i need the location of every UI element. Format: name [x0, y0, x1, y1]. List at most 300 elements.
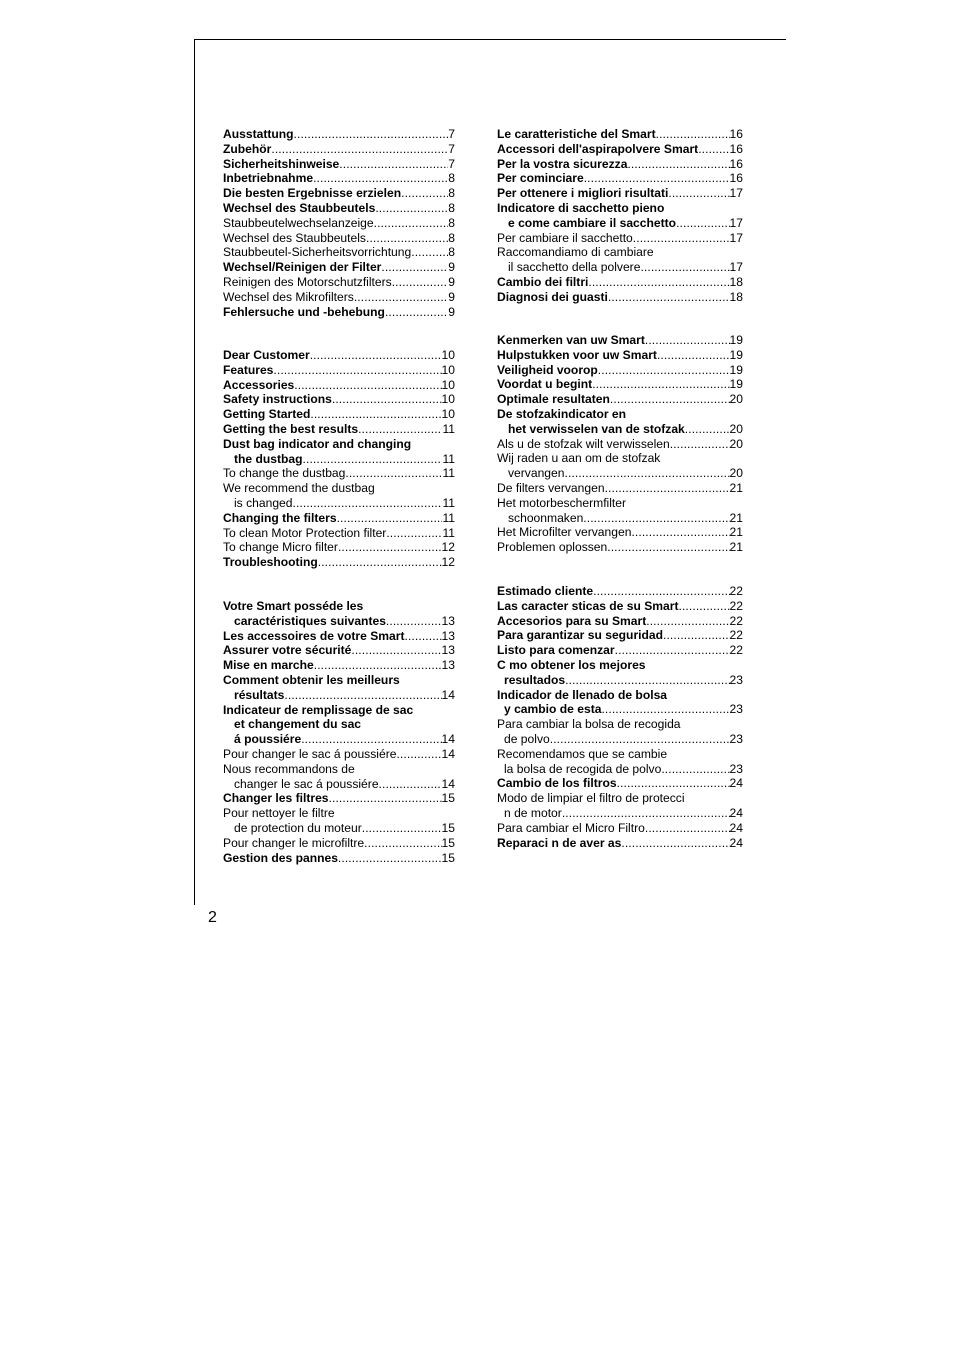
toc-dot-leader — [645, 333, 730, 348]
toc-dot-leader — [294, 378, 441, 393]
toc-entry-page: 7 — [448, 156, 455, 171]
toc-entry-page: 9 — [448, 304, 455, 319]
toc-entry-page: 22 — [729, 598, 743, 613]
toc-dot-leader — [550, 732, 730, 747]
toc-entry-title: Pour changer le microfiltre — [223, 835, 365, 850]
toc-entry-page: 14 — [441, 746, 455, 761]
toc-entry[interactable] — [497, 290, 743, 305]
toc-entry[interactable] — [223, 171, 455, 186]
toc-dot-leader — [607, 540, 729, 555]
toc-entry-title: Cambio de los filtros — [497, 776, 617, 791]
toc-section-dutch — [497, 333, 743, 555]
toc-dot-leader — [366, 231, 448, 246]
toc-entry[interactable] — [223, 305, 455, 320]
toc-dot-leader — [313, 171, 448, 186]
toc-entry-page: 23 — [729, 761, 743, 776]
toc-entry-page: 20 — [729, 466, 743, 481]
toc-entry-title: Pour changer le sac á poussiére — [223, 746, 397, 761]
toc-entry-title: To change Micro filter — [223, 540, 338, 555]
toc-dot-leader — [627, 157, 729, 172]
toc-entry[interactable] — [223, 526, 455, 541]
toc-dot-leader — [592, 377, 729, 392]
toc-dot-leader — [392, 275, 449, 290]
toc-dot-leader — [318, 555, 442, 570]
toc-entry-title: Het motorbeschermfilter — [497, 495, 627, 510]
toc-entry-title: Reparaci n de aver as — [497, 835, 622, 850]
toc-entry[interactable] — [223, 703, 455, 747]
toc-entry-title: Para cambiar la bolsa de recogida — [497, 717, 681, 732]
toc-dot-leader — [656, 127, 730, 142]
toc-entry-page: 17 — [729, 230, 743, 245]
toc-entry[interactable] — [223, 142, 455, 157]
toc-entry-page: 24 — [729, 805, 743, 820]
toc-entry-title: de protection du moteur — [234, 820, 362, 835]
toc-entry-title: Accesorios para su Smart — [497, 613, 647, 628]
toc-dot-leader — [631, 525, 729, 540]
toc-entry-title: e come cambiare il sacchetto — [508, 215, 677, 230]
toc-dot-leader — [605, 481, 730, 496]
toc-entry-title: Recomendamos que se cambie — [497, 746, 668, 761]
toc-entry-title: Indicateur de remplissage de sac — [223, 702, 414, 717]
toc-entry-title: Hulpstukken voor uw Smart — [497, 347, 657, 362]
toc-dot-leader — [593, 584, 729, 599]
toc-entry[interactable] — [223, 392, 455, 407]
toc-entry-page: 8 — [448, 171, 455, 186]
toc-entry[interactable] — [223, 422, 455, 437]
toc-entry[interactable] — [223, 643, 455, 658]
toc-entry[interactable] — [497, 377, 743, 392]
toc-entry[interactable] — [223, 201, 455, 216]
toc-entry[interactable] — [223, 363, 455, 378]
toc-entry[interactable] — [497, 643, 743, 658]
toc-entry[interactable] — [497, 407, 743, 437]
toc-entry-title: Safety instructions — [223, 392, 332, 407]
toc-dot-leader — [679, 599, 730, 614]
toc-entry[interactable] — [497, 142, 743, 157]
toc-entry-page: 17 — [729, 186, 743, 201]
toc-entry-title: Troubleshooting — [223, 555, 318, 570]
toc-entry-page: 9 — [448, 289, 455, 304]
toc-entry-page: 18 — [729, 274, 743, 289]
toc-dot-leader — [329, 791, 442, 806]
toc-dot-leader — [386, 526, 442, 541]
toc-dot-leader — [584, 171, 730, 186]
toc-dot-leader — [303, 452, 443, 467]
toc-entry-title: Accessori dell'aspirapolvere Smart — [497, 141, 699, 156]
toc-entry-title: Comment obtenir les meilleurs — [223, 672, 400, 687]
toc-entry[interactable] — [497, 201, 743, 231]
toc-entry-title: Ausstattung — [223, 127, 294, 141]
toc-entry-title: is changed — [234, 495, 293, 510]
toc-entry-page: 15 — [441, 835, 455, 850]
toc-entry[interactable] — [223, 260, 455, 275]
toc-dot-leader — [617, 776, 730, 791]
toc-entry-title: Per cominciare — [497, 171, 584, 186]
toc-dot-leader — [345, 466, 442, 481]
toc-entry-title: Mise en marche — [223, 658, 314, 673]
toc-dot-leader — [646, 614, 729, 629]
toc-entry-title: De filters vervangen — [497, 480, 605, 495]
toc-entry-page: 20 — [729, 392, 743, 407]
toc-entry-title: Wechsel des Staubbeutels — [223, 230, 366, 245]
toc-dot-leader — [351, 643, 441, 658]
toc-entry[interactable] — [497, 348, 743, 363]
toc-entry[interactable] — [497, 525, 743, 540]
toc-entry[interactable] — [223, 599, 455, 629]
toc-entry-page: 20 — [729, 421, 743, 436]
toc-entry[interactable] — [497, 333, 743, 348]
toc-entry-title: de polvo — [504, 731, 550, 746]
toc-dot-leader — [375, 201, 448, 216]
toc-entry[interactable] — [497, 584, 743, 599]
toc-entry-page: 7 — [448, 127, 455, 141]
toc-entry-title: Changer les filtres — [223, 791, 329, 806]
toc-entry-page: 19 — [729, 333, 743, 347]
toc-entry-page: 10 — [441, 377, 455, 392]
toc-dot-leader — [364, 836, 441, 851]
toc-dot-leader — [405, 629, 442, 644]
toc-entry[interactable] — [497, 245, 743, 275]
toc-entry[interactable] — [223, 629, 455, 644]
toc-dot-leader — [293, 496, 443, 511]
toc-entry-title: schoonmaken — [508, 510, 584, 525]
toc-entry-title: To clean Motor Protection filter — [223, 525, 387, 540]
toc-entry-page: 11 — [442, 451, 455, 466]
toc-entry-page: 11 — [442, 421, 455, 436]
toc-entry-title: Dust bag indicator and changing — [223, 436, 412, 451]
toc-entry[interactable] — [497, 496, 743, 526]
toc-entry-title: Gestion des pannes — [223, 850, 338, 865]
toc-entry-title: Accessories — [223, 377, 295, 392]
toc-entry-title: Wechsel des Mikrofilters — [223, 289, 354, 304]
toc-entry-page: 21 — [729, 525, 743, 540]
toc-entry-page: 11 — [442, 525, 455, 540]
top-rule — [194, 39, 786, 40]
toc-entry-title: Die besten Ergebnisse erzielen — [223, 186, 402, 201]
toc-entry-page: 19 — [729, 362, 743, 377]
toc-entry-title: il sacchetto della polvere — [508, 260, 641, 275]
toc-entry-page: 10 — [441, 407, 455, 422]
toc-dot-leader — [588, 275, 729, 290]
toc-entry-title: Optimale resultaten — [497, 392, 610, 407]
toc-entry[interactable] — [223, 747, 455, 762]
toc-entry[interactable] — [223, 186, 455, 201]
toc-dot-leader — [379, 777, 442, 792]
toc-dot-leader — [354, 290, 448, 305]
toc-entry-page: 14 — [441, 776, 455, 791]
toc-entry-title: Per ottenere i migliori risultati — [497, 186, 669, 201]
toc-entry-title: caractéristiques suivantes — [234, 613, 386, 628]
toc-entry-page: 13 — [441, 643, 455, 658]
toc-entry[interactable] — [223, 348, 455, 363]
toc-entry[interactable] — [223, 762, 455, 792]
toc-entry-page: 24 — [729, 835, 743, 850]
toc-entry[interactable] — [497, 451, 743, 481]
toc-entry-page: 23 — [729, 731, 743, 746]
toc-dot-leader — [583, 511, 729, 526]
toc-entry-title: Le caratteristiche del Smart — [497, 127, 656, 141]
toc-dot-leader — [381, 260, 448, 275]
toc-dot-leader — [657, 348, 730, 363]
toc-dot-leader — [676, 216, 729, 231]
toc-entry-title: Sicherheitshinweise — [223, 156, 340, 171]
toc-entry[interactable] — [223, 555, 455, 570]
toc-entry[interactable] — [223, 157, 455, 172]
toc-entry-page: 18 — [729, 289, 743, 304]
toc-entry[interactable] — [223, 673, 455, 703]
toc-entry-title: Voordat u begint — [497, 377, 593, 392]
toc-entry[interactable] — [223, 275, 455, 290]
toc-dot-leader — [338, 540, 442, 555]
toc-entry-page: 15 — [441, 791, 455, 806]
toc-entry-title: Fehlersuche und -behebung — [223, 304, 385, 319]
toc-entry-title: et changement du sac — [234, 717, 362, 732]
toc-entry[interactable] — [497, 157, 743, 172]
toc-entry-title: n de motor — [504, 805, 562, 820]
toc-dot-leader — [698, 142, 729, 157]
toc-entry-title: Per cambiare il sacchetto — [497, 230, 633, 245]
toc-dot-leader — [385, 305, 448, 320]
toc-entry[interactable] — [497, 275, 743, 290]
toc-dot-leader — [332, 392, 442, 407]
toc-entry-page: 24 — [729, 776, 743, 791]
toc-dot-leader — [615, 643, 730, 658]
toc-dot-leader — [661, 762, 729, 777]
toc-entry-title: To change the dustbag — [223, 466, 346, 481]
toc-entry[interactable] — [497, 231, 743, 246]
toc-entry-title: Problemen oplossen — [497, 540, 608, 555]
toc-entry[interactable] — [223, 466, 455, 481]
toc-dot-leader — [273, 363, 441, 378]
toc-dot-leader — [621, 836, 729, 851]
toc-entry-title: Wij raden u aan om de stofzak — [497, 451, 661, 466]
toc-entry-page: 12 — [441, 540, 455, 555]
toc-entry[interactable] — [223, 231, 455, 246]
toc-entry-title: Als u de stofzak wilt verwisselen — [497, 436, 670, 451]
toc-entry-page: 23 — [729, 672, 743, 687]
toc-dot-leader — [294, 127, 449, 142]
toc-entry-title: Getting Started — [223, 407, 311, 422]
page-number: 2 — [208, 909, 217, 926]
toc-dot-leader — [670, 437, 730, 452]
toc-entry-page: 16 — [729, 171, 743, 186]
toc-dot-leader — [362, 821, 442, 836]
toc-entry-page: 14 — [441, 732, 455, 747]
toc-entry[interactable] — [223, 437, 455, 467]
toc-dot-leader — [562, 806, 730, 821]
toc-entry-title: Listo para comenzar — [497, 643, 615, 658]
toc-entry-title: Inbetriebnahme — [223, 171, 314, 186]
toc-entry[interactable] — [223, 540, 455, 555]
toc-entry-page: 19 — [729, 347, 743, 362]
toc-entry-title: Getting the best results — [223, 421, 359, 436]
toc-entry-title: Veiligheid voorop — [497, 362, 598, 377]
toc-entry-page: 8 — [448, 230, 455, 245]
toc-entry-page: 23 — [729, 702, 743, 717]
toc-entry[interactable] — [497, 363, 743, 378]
toc-dot-leader — [358, 422, 442, 437]
toc-entry-page: 21 — [729, 540, 743, 555]
toc-entry-page: 16 — [729, 127, 743, 141]
toc-entry-page: 16 — [729, 156, 743, 171]
toc-entry-title: Votre Smart posséde les — [223, 599, 364, 613]
toc-dot-leader — [565, 673, 729, 688]
toc-dot-leader — [284, 688, 441, 703]
toc-entry-page: 10 — [441, 362, 455, 377]
toc-entry-page: 13 — [441, 628, 455, 643]
toc-entry-title: Para garantizar su seguridad — [497, 628, 664, 643]
toc-entry-title: Staubbeutelwechselanzeige — [223, 215, 374, 230]
toc-section-english — [223, 348, 455, 570]
toc-entry[interactable] — [497, 836, 743, 851]
toc-entry[interactable] — [223, 511, 455, 526]
toc-entry[interactable] — [497, 437, 743, 452]
toc-entry-page: 15 — [441, 850, 455, 865]
toc-entry-title: het verwisselen van de stofzak — [508, 421, 685, 436]
toc-dot-leader — [598, 363, 730, 378]
toc-section-french — [223, 599, 455, 865]
toc-entry-title: vervangen — [508, 466, 565, 481]
toc-entry[interactable] — [497, 821, 743, 836]
toc-entry-title: the dustbag — [234, 451, 303, 466]
toc-dot-leader — [668, 186, 729, 201]
toc-entry-page: 7 — [448, 141, 455, 156]
toc-entry-page: 17 — [729, 260, 743, 275]
toc-entry-page: 13 — [441, 613, 455, 628]
toc-entry-page: 9 — [448, 274, 455, 289]
toc-entry[interactable] — [223, 127, 455, 142]
left-rule — [194, 39, 195, 905]
toc-entry-page: 12 — [441, 555, 455, 570]
toc-dot-leader — [401, 186, 448, 201]
toc-entry[interactable] — [223, 407, 455, 422]
toc-entry-title: Per la vostra sicurezza — [497, 156, 628, 171]
toc-entry[interactable] — [497, 171, 743, 186]
toc-entry-title: changer le sac á poussiére — [234, 776, 379, 791]
toc-entry-title: Zubehör — [223, 141, 272, 156]
toc-entry-page: 24 — [729, 820, 743, 835]
toc-entry-page: 22 — [729, 643, 743, 658]
toc-entry[interactable] — [497, 717, 743, 747]
toc-dot-leader — [411, 245, 448, 260]
toc-entry[interactable] — [497, 540, 743, 555]
toc-entry-title: resultados — [504, 672, 566, 687]
toc-dot-leader — [374, 216, 449, 231]
toc-entry[interactable] — [497, 747, 743, 777]
toc-entry-title: Nous recommandons de — [223, 761, 355, 776]
toc-entry[interactable] — [223, 851, 455, 866]
toc-entry[interactable] — [223, 791, 455, 806]
toc-entry[interactable] — [497, 599, 743, 614]
toc-entry-page: 17 — [729, 215, 743, 230]
toc-entry-title: We recommend the dustbag — [223, 481, 375, 496]
toc-entry-page: 21 — [729, 480, 743, 495]
toc-entry-page: 8 — [448, 200, 455, 215]
toc-entry-page: 10 — [441, 348, 455, 362]
toc-dot-leader — [633, 231, 730, 246]
toc-dot-leader — [271, 142, 448, 157]
toc-entry[interactable] — [497, 688, 743, 718]
toc-entry[interactable] — [223, 481, 455, 511]
toc-entry-title: Indicatore di sacchetto pieno — [497, 200, 665, 215]
toc-entry-page: 8 — [448, 186, 455, 201]
toc-entry-page: 8 — [448, 245, 455, 260]
toc-entry[interactable] — [497, 392, 743, 407]
toc-entry-title: Assurer votre sécurité — [223, 643, 352, 658]
toc-entry-page: 16 — [729, 141, 743, 156]
toc-dot-leader — [396, 747, 441, 762]
toc-entry-title: Het Microfilter vervangen — [497, 525, 632, 540]
toc-entry-title: Changing the filters — [223, 510, 337, 525]
toc-entry-title: Cambio dei filtri — [497, 274, 589, 289]
toc-section-german — [223, 127, 455, 319]
toc-entry[interactable] — [223, 836, 455, 851]
toc-entry-title: la bolsa de recogida de polvo — [504, 761, 662, 776]
toc-entry-page: 9 — [448, 260, 455, 275]
toc-dot-leader — [645, 821, 730, 836]
toc-entry-page: 21 — [729, 510, 743, 525]
toc-entry-title: Diagnosi dei guasti — [497, 289, 608, 304]
toc-entry[interactable] — [497, 614, 743, 629]
toc-entry[interactable] — [497, 186, 743, 201]
toc-dot-leader — [301, 732, 441, 747]
toc-entry[interactable] — [223, 290, 455, 305]
toc-entry[interactable] — [223, 245, 455, 260]
toc-entry[interactable] — [223, 216, 455, 231]
toc-entry[interactable] — [497, 628, 743, 643]
toc-entry-page: 15 — [441, 820, 455, 835]
toc-entry-title: Reinigen des Motorschutzfilters — [223, 274, 392, 289]
toc-entry-title: Kenmerken van uw Smart — [497, 333, 645, 347]
toc-section-spanish — [497, 584, 743, 850]
toc-entry-title: Features — [223, 362, 274, 377]
toc-entry-title: Les accessoires de votre Smart — [223, 628, 405, 643]
toc-dot-leader — [386, 614, 442, 629]
toc-entry[interactable] — [497, 481, 743, 496]
toc-entry[interactable] — [497, 791, 743, 821]
toc-entry-page: 11 — [442, 510, 455, 525]
toc-entry-page: 22 — [729, 613, 743, 628]
toc-entry[interactable] — [223, 658, 455, 673]
toc-entry-title: Dear Customer — [223, 348, 310, 362]
toc-dot-leader — [601, 702, 729, 717]
toc-entry-page: 22 — [729, 584, 743, 598]
toc-entry[interactable] — [497, 776, 743, 791]
toc-dot-leader — [310, 407, 441, 422]
toc-entry[interactable] — [497, 658, 743, 688]
toc-dot-leader — [608, 290, 730, 305]
toc-dot-leader — [640, 260, 729, 275]
toc-entry-title: C mo obtener los mejores — [497, 657, 646, 672]
toc-entry-title: Raccomandiamo di cambiare — [497, 245, 654, 260]
toc-dot-leader — [314, 658, 442, 673]
toc-entry[interactable] — [223, 806, 455, 836]
toc-entry-title: De stofzakindicator en — [497, 406, 627, 421]
toc-entry-page: 11 — [442, 495, 455, 510]
toc-section-italian — [497, 127, 743, 305]
toc-entry-title: Indicador de llenado de bolsa — [497, 687, 668, 702]
toc-entry-title: Wechsel des Staubbeutels — [223, 200, 376, 215]
toc-entry-title: Para cambiar el Micro Filtro — [497, 820, 645, 835]
toc-entry-title: Pour nettoyer le filtre — [223, 806, 335, 821]
toc-entry[interactable] — [497, 127, 743, 142]
toc-dot-leader — [338, 851, 442, 866]
toc-entry[interactable] — [223, 378, 455, 393]
toc-entry-title: Wechsel/Reinigen der Filter — [223, 260, 382, 275]
toc-entry-title: y cambio de esta — [504, 702, 602, 717]
toc-entry-title: Modo de limpiar el filtro de protecci — [497, 791, 685, 806]
toc-entry-page: 19 — [729, 377, 743, 392]
